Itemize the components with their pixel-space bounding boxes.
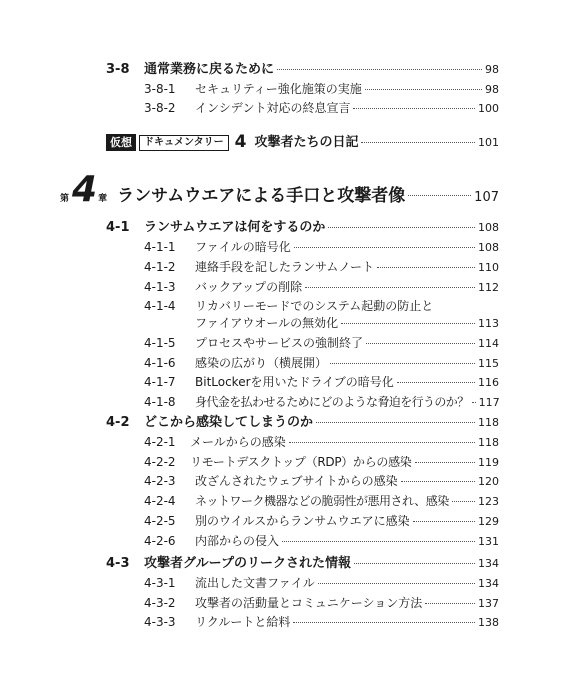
toc-sub-4-2-5: [144, 514, 499, 529]
page-number: 100: [478, 102, 499, 115]
subsection-title: 別のウイルスからランサムウエアに感染: [195, 514, 410, 528]
toc-section-3-8: [106, 62, 499, 77]
page-number: 112: [478, 281, 499, 294]
kasou-label: 仮想: [106, 134, 136, 151]
subsection-title: 感染の広がり（横展開）: [195, 356, 328, 370]
leader-dots: [289, 442, 475, 443]
toc-sub-4-3-3: [144, 615, 499, 630]
chapter-title: ランサムウエアによる手口と攻撃者像: [117, 186, 406, 206]
toc-sub-4-1-3: [144, 280, 499, 295]
subsection-number: 4-1-8: [144, 395, 176, 409]
page-number: 118: [478, 416, 499, 429]
subsection-number: 4-3-1: [144, 576, 176, 590]
section-number: 4-2: [106, 415, 130, 430]
leader-dots: [377, 267, 475, 268]
toc-sub-4-2-4: [144, 494, 499, 509]
toc-sub-4-1-1: [144, 240, 499, 255]
page-number: 117: [478, 396, 500, 409]
subsection-title: 改ざんされたウェブサイトからの感染: [195, 474, 398, 488]
toc-sub-4-2-6: [144, 534, 499, 549]
leader-dots: [452, 501, 475, 502]
toc-sub-4-1-2: [144, 260, 499, 275]
page-number: 131: [478, 535, 499, 548]
page-number: 98: [485, 63, 499, 76]
toc-sub-4-2-1: [144, 435, 499, 450]
page-number: 138: [478, 616, 499, 629]
toc-section-4-2: [106, 415, 499, 430]
subsection-number: 4-2-1: [144, 435, 176, 449]
subsection-number: 4-1-1: [144, 240, 176, 254]
toc-sub-4-1-5: [144, 336, 499, 351]
page-number: 119: [478, 456, 499, 469]
toc-section-4-3: [106, 556, 499, 571]
chapter-number: 4: [72, 169, 98, 210]
leader-dots: [341, 323, 475, 324]
subsection-title: 身代金を払わせるためにどのような脅迫を行うのか？: [195, 395, 469, 409]
subsection-number: 4-1-5: [144, 336, 176, 350]
subsection-number: 4-1-6: [144, 356, 176, 370]
section-title: 攻撃者グループのリークされた情報: [144, 556, 351, 571]
subsection-number: 4-1-7: [144, 375, 176, 389]
subsection-number: 4-2-5: [144, 514, 176, 528]
page-number: 108: [478, 241, 499, 254]
subsection-title: 連絡手段を記したランサムノート: [195, 260, 375, 274]
subsection-number: 4-2-2: [144, 455, 176, 469]
subsection-title: リモートデスクトップ（RDP）からの感染: [190, 455, 412, 469]
subsection-number: 4-1-4: [144, 299, 176, 313]
subsection-title: ファイルの暗号化: [195, 240, 291, 254]
chapter-suffix: 章: [98, 194, 108, 204]
subsection-number: 3-8-2: [144, 101, 176, 115]
leader-dots: [361, 142, 475, 143]
section-number: 4-3: [106, 556, 130, 571]
subsection-title: リクルートと給料: [195, 615, 291, 629]
toc-sub-4-2-2: [144, 455, 499, 470]
leader-dots: [408, 195, 471, 196]
toc-sub-4-1-4: [144, 299, 499, 314]
section-number: 3-8: [106, 62, 130, 77]
toc-sub-4-3-1: [144, 576, 499, 591]
toc-kasou-documentary: [106, 134, 499, 151]
subsection-number: 3-8-1: [144, 82, 176, 96]
page-number: 134: [478, 557, 499, 570]
toc-sub-3-8-2: [144, 101, 499, 116]
toc-sub-4-1-8: [144, 395, 499, 410]
page-number: 134: [478, 577, 499, 590]
section-title: どこから感染してしまうのか: [144, 415, 314, 430]
subsection-number: 4-3-2: [144, 596, 176, 610]
subsection-title: バックアップの削除: [195, 280, 303, 294]
subsection-title: インシデント対応の終息宣言: [195, 101, 351, 115]
subsection-title: 攻撃者の活動量とコミュニケーション方法: [195, 596, 423, 610]
leader-dots: [277, 69, 482, 70]
leader-dots: [415, 462, 476, 463]
subsection-title: セキュリティー強化施策の実施: [195, 82, 362, 96]
subsection-title-continued: ファイアウオールの無効化: [195, 316, 339, 330]
toc-sub-4-3-2: [144, 596, 499, 611]
toc-sub-4-1-7: [144, 375, 499, 390]
leader-dots: [425, 603, 475, 604]
page-number: 108: [478, 221, 499, 234]
toc-sub-4-2-3: [144, 474, 499, 489]
section-number: 4-1: [106, 220, 130, 235]
page-number: 123: [478, 495, 499, 508]
leader-dots: [294, 247, 475, 248]
documentary-number: 4: [234, 132, 247, 152]
leader-dots: [293, 622, 475, 623]
page-number: 101: [478, 136, 499, 149]
page-number: 107: [474, 190, 499, 205]
toc-sub-3-8-1: [144, 82, 499, 97]
leader-dots: [328, 227, 475, 228]
subsection-title: ネットワーク機器などの脆弱性が悪用され、感染: [195, 494, 449, 508]
leader-dots: [316, 422, 475, 423]
subsection-title: プロセスやサービスの強制終了: [195, 336, 364, 350]
leader-dots: [365, 89, 482, 90]
subsection-number: 4-2-4: [144, 494, 176, 508]
leader-dots: [318, 583, 475, 584]
toc-section-4-1: [106, 220, 499, 235]
leader-dots: [282, 541, 475, 542]
toc-sub-4-1-4-continued: [195, 316, 499, 331]
page-number: 129: [478, 515, 499, 528]
subsection-title: リカバリーモードでのシステム起動の防止と: [195, 299, 434, 313]
subsection-title: メールからの感染: [190, 435, 286, 449]
leader-dots: [401, 481, 475, 482]
page-number: 113: [478, 317, 499, 330]
page-number: 116: [478, 376, 499, 389]
subsection-number: 4-1-3: [144, 280, 176, 294]
subsection-number: 4-3-3: [144, 615, 176, 629]
documentary-title: 攻撃者たちの日記: [254, 135, 359, 150]
page-number: 98: [485, 83, 499, 96]
toc-chapter-4: [60, 169, 499, 210]
leader-dots: [366, 343, 475, 344]
page-number: 110: [478, 261, 499, 274]
leader-dots: [330, 363, 475, 364]
leader-dots: [305, 287, 475, 288]
section-title: ランサムウエアは何をするのか: [144, 220, 326, 235]
subsection-title: BitLockerを用いたドライブの暗号化: [195, 375, 394, 389]
page-number: 118: [478, 436, 499, 449]
leader-dots: [413, 521, 475, 522]
page-number: 114: [478, 337, 499, 350]
leader-dots: [472, 402, 476, 403]
leader-dots: [397, 382, 475, 383]
subsection-number: 4-1-2: [144, 260, 176, 274]
page-number: 120: [478, 475, 499, 488]
page-number: 115: [478, 357, 499, 370]
subsection-title: 流出した文書ファイル: [195, 576, 315, 590]
subsection-number: 4-2-3: [144, 474, 176, 488]
leader-dots: [353, 108, 475, 109]
toc-sub-4-1-6: [144, 356, 499, 371]
page-number: 137: [478, 597, 499, 610]
chapter-prefix: 第: [60, 194, 70, 204]
documentary-label: ドキュメンタリー: [139, 135, 229, 151]
subsection-number: 4-2-6: [144, 534, 176, 548]
leader-dots: [354, 563, 475, 564]
section-title: 通常業務に戻るために: [144, 62, 275, 77]
subsection-title: 内部からの侵入: [195, 534, 280, 548]
